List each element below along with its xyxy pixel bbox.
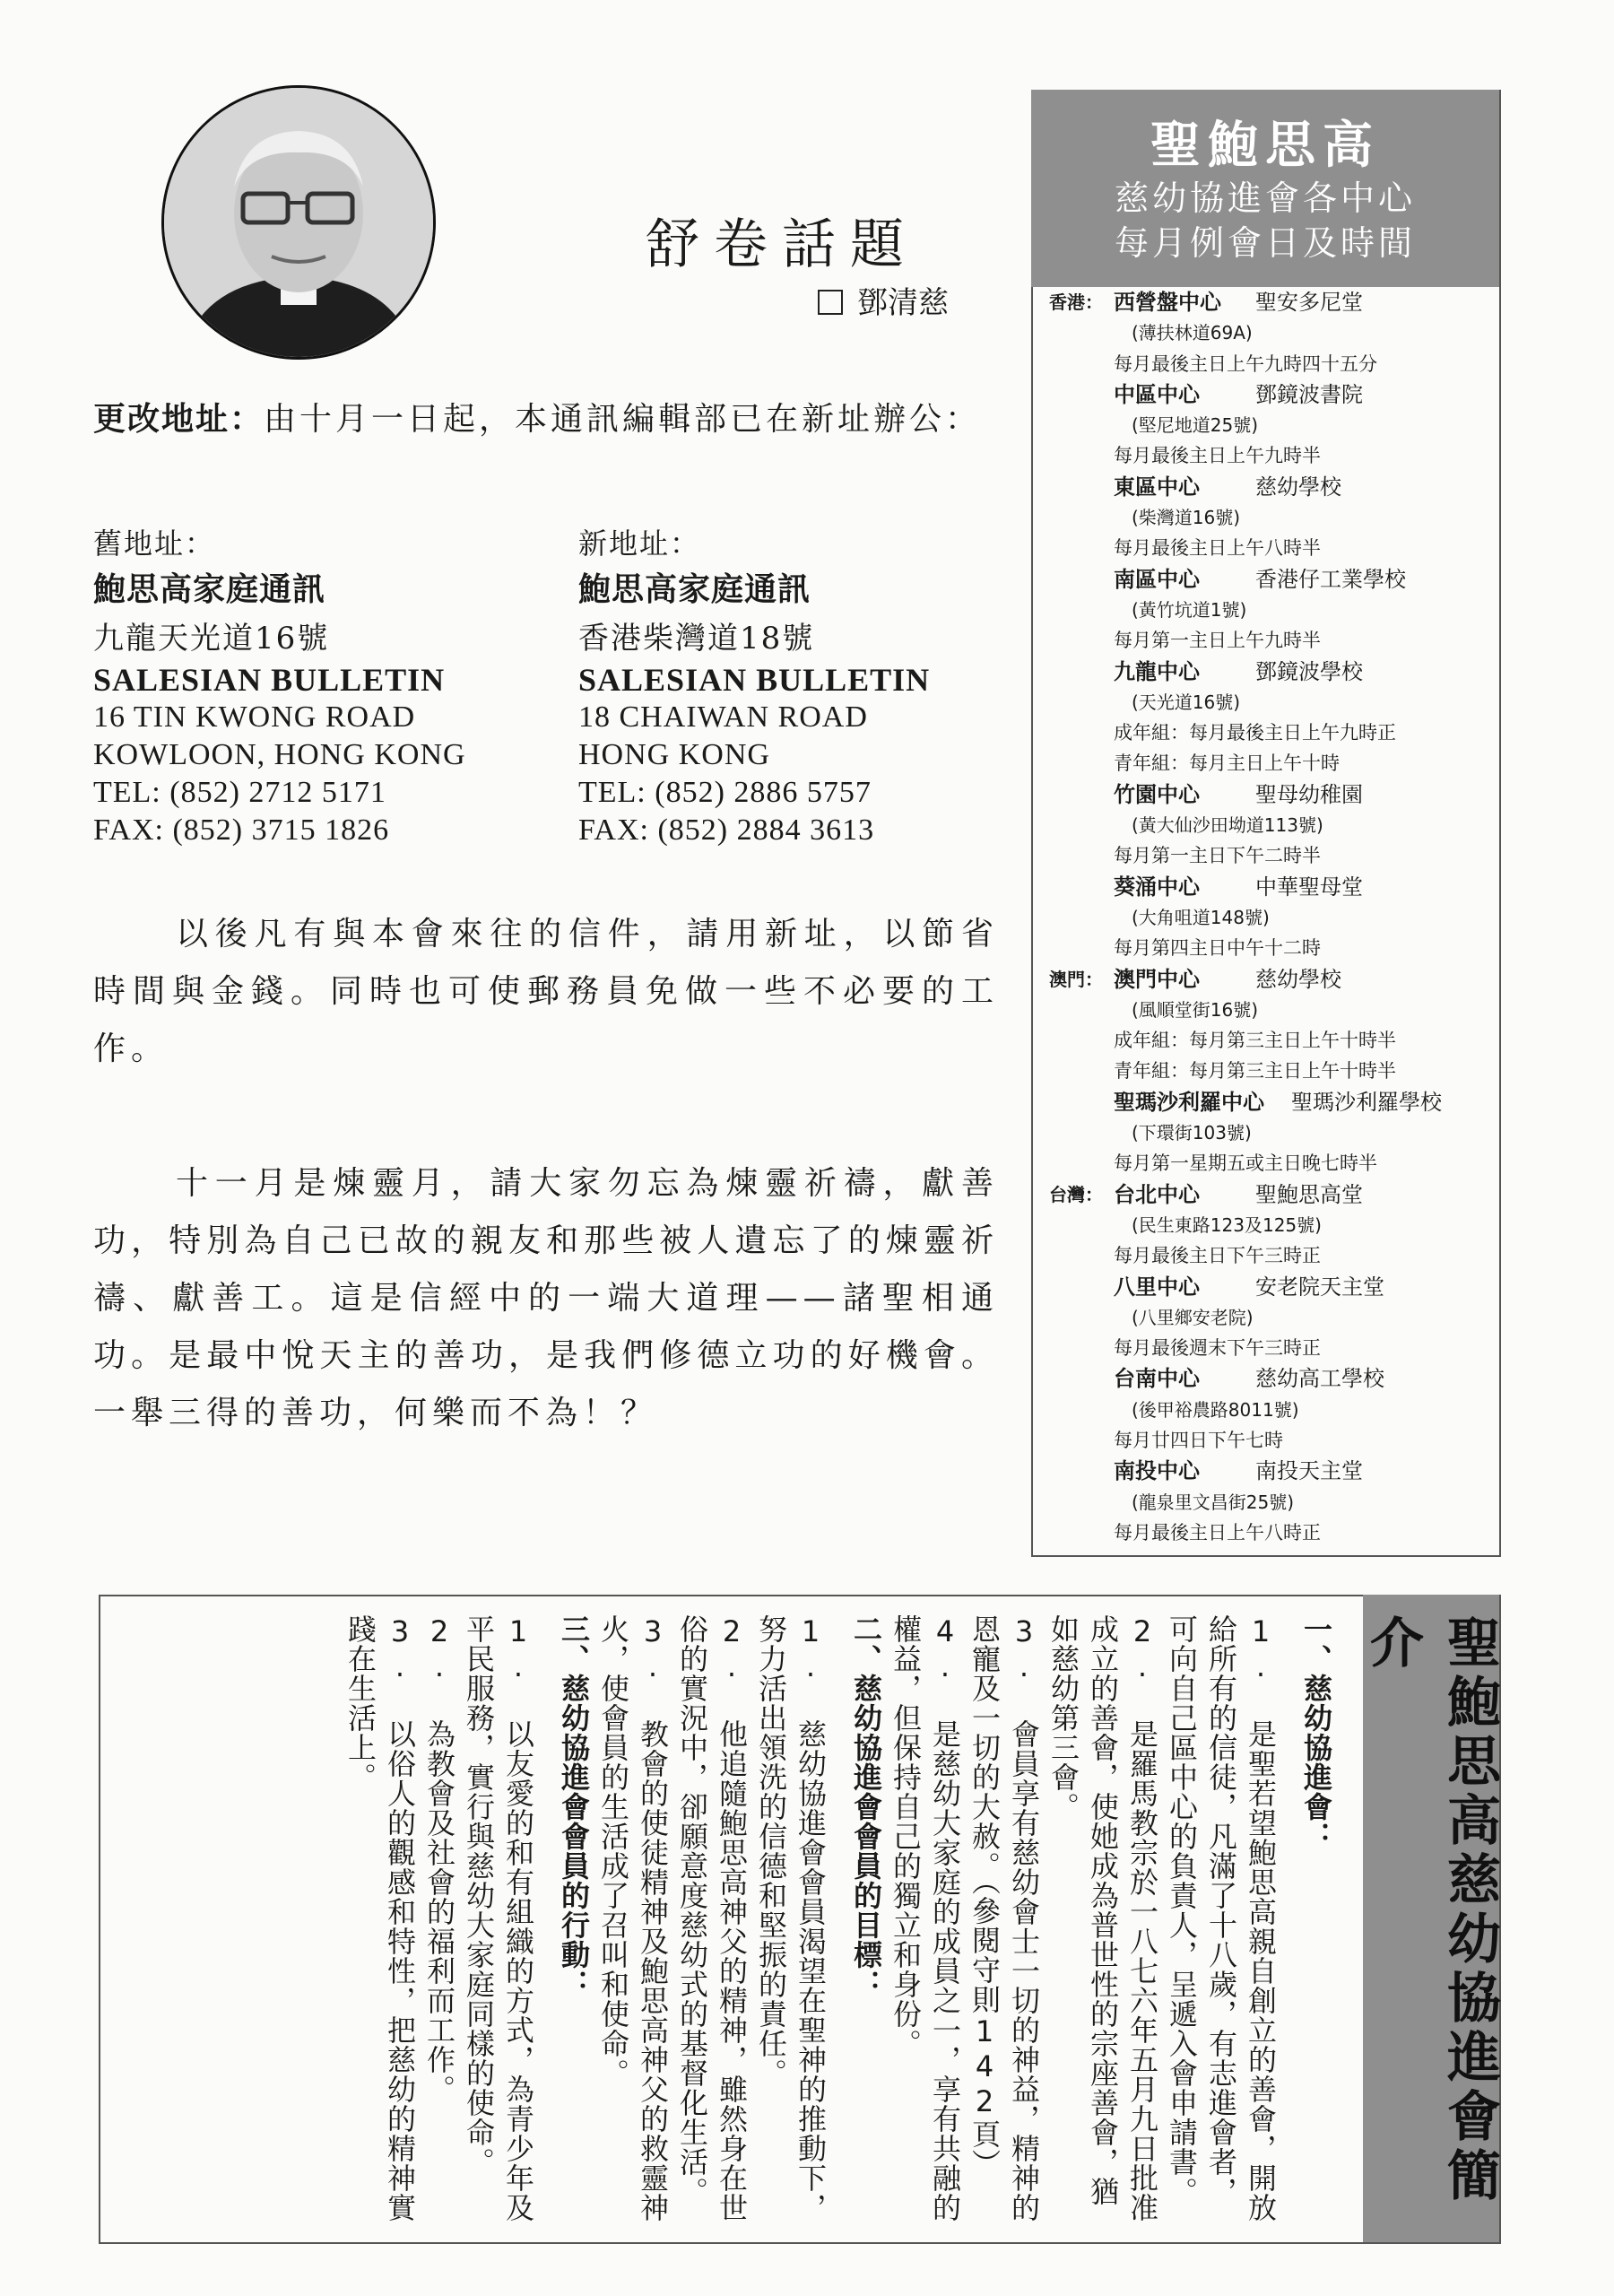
schedule-region: 澳門： xyxy=(1049,968,1103,990)
old-address-fax: FAX: (852) 3715 1826 xyxy=(93,813,390,847)
new-address-fax: FAX: (852) 2884 3613 xyxy=(578,813,875,847)
schedule-address: (薄扶林道69A) xyxy=(1132,322,1253,344)
intro-item: 2. 他追隨鮑思高神父的精神，雖然身在世俗的實況中，卻願意度慈幼式的基督化生活。 xyxy=(675,1614,749,2222)
schedule-center-name: 九龍中心 xyxy=(1114,658,1200,684)
schedule-center-name: 東區中心 xyxy=(1114,474,1200,500)
schedule-center-name: 葵涌中心 xyxy=(1114,874,1200,900)
schedule-center-name: 南投中心 xyxy=(1114,1458,1200,1484)
schedule-center-row xyxy=(1049,1272,1488,1302)
new-address-tel: TEL: (852) 2886 5757 xyxy=(578,776,872,809)
schedule-venue: 南投天主堂 xyxy=(1255,1458,1363,1484)
schedule-time: 每月第四主日中午十二時 xyxy=(1114,937,1321,960)
mail-paragraph: 以後凡有與本會來往的信件，請用新址，以節省時間與金錢。同時也可使郵務員免做一些不必要的工作。 xyxy=(93,916,999,1067)
old-address-name-en: SALESIAN BULLETIN xyxy=(93,662,446,698)
intro-item: 2. 為教會及社會的福利而工作。 xyxy=(422,1614,456,2104)
schedule-time: 每月最後週末下午三時正 xyxy=(1114,1337,1321,1360)
schedule-venue: 慈幼學校 xyxy=(1255,474,1341,500)
schedule-time: 每月最後主日上午八時正 xyxy=(1114,1521,1321,1544)
schedule-center-name: 竹園中心 xyxy=(1114,781,1200,807)
schedule-venue: 聖安多尼堂 xyxy=(1255,290,1363,315)
schedule-venue: 安老院天主堂 xyxy=(1255,1274,1384,1300)
schedule-venue: 鄧鏡波書院 xyxy=(1255,381,1363,407)
schedule-center-row xyxy=(1049,1179,1488,1210)
schedule-time: 每月最後主日上午九時四十五分 xyxy=(1114,352,1377,375)
schedule-center-name: 南區中心 xyxy=(1114,566,1200,592)
intro-section-heading: 三、慈幼協進會會員的行動： xyxy=(557,1614,591,1999)
old-address-tel: TEL: (852) 2712 5171 xyxy=(93,776,386,809)
schedule-time: 成年組：每月第三主日上午十時半 xyxy=(1114,1030,1396,1052)
schedule-region: 香港： xyxy=(1049,291,1103,313)
schedule-subtitle-1: 慈幼協進會各中心 xyxy=(1114,178,1416,218)
schedule-title: 聖鮑思高 xyxy=(1150,117,1380,175)
schedule-venue: 慈幼高工學校 xyxy=(1255,1366,1384,1392)
portrait-illustration xyxy=(164,88,433,357)
schedule-center-row xyxy=(1049,1363,1488,1394)
intro-item: 1. 是聖若望鮑思高親自創立的善會，開放給所有的信徒，凡滿了十八歲，有志進會者，可向自己區中心的負責人，呈遞入會申請書。 xyxy=(1165,1614,1278,2222)
schedule-address: (天光道16號) xyxy=(1132,691,1241,713)
intro-item: 1. 慈幼協進會會員渴望在聖神的推動下，努力活出領洗的信德和堅振的責任。 xyxy=(754,1614,828,2222)
schedule-time: 每月最後主日上午九時半 xyxy=(1114,445,1321,467)
schedule-address: (下環街103號) xyxy=(1132,1122,1252,1144)
intro-item: 1. 以友愛的和有組織的方式，為青少年及平民服務，實行與慈幼大家庭同樣的使命。 xyxy=(462,1614,535,2222)
new-address-name-zh: 鮑思高家庭通訊 xyxy=(578,571,811,608)
intro-text xyxy=(134,1614,1336,2224)
address-change-heading: 更改地址： xyxy=(93,401,265,438)
schedule-time: 每月第一星期五或主日晚七時半 xyxy=(1114,1152,1377,1175)
schedule-venue: 香港仔工業學校 xyxy=(1255,566,1406,592)
intro-item: 2. 是羅馬教宗於一八七六年五月九日批准成立的善會，使她成為普世性的宗座善會，猶如慈幼第三會。 xyxy=(1046,1614,1159,2222)
address-change-notice xyxy=(93,395,1008,445)
schedule-list xyxy=(1049,287,1488,1548)
schedule-region: 台灣： xyxy=(1049,1183,1103,1205)
new-address-label: 新地址： xyxy=(578,526,701,561)
schedule-center-name: 中區中心 xyxy=(1114,381,1200,407)
schedule-time: 每月第一主日下午二時半 xyxy=(1114,845,1321,867)
new-address-street-zh: 香港柴灣道18號 xyxy=(578,621,815,657)
schedule-address: (民生東路123及125號) xyxy=(1132,1213,1322,1236)
schedule-center-row xyxy=(1049,779,1488,810)
schedule-time: 每月廿四日下午七時 xyxy=(1114,1429,1283,1451)
author-name: 鄧清慈 xyxy=(857,285,949,321)
schedule-center-row xyxy=(1049,564,1488,595)
schedule-time: 青年組：每月第三主日上午十時半 xyxy=(1114,1060,1396,1083)
schedule-venue: 鄧鏡波學校 xyxy=(1255,658,1363,684)
schedule-address: (堅尼地道25號) xyxy=(1132,414,1259,437)
schedule-venue: 慈幼學校 xyxy=(1255,966,1341,992)
new-address-block xyxy=(578,525,930,849)
schedule-center-row xyxy=(1049,287,1488,317)
old-address-name-zh: 鮑思高家庭通訊 xyxy=(93,571,326,608)
schedule-address: (黃大仙沙田坳道113號) xyxy=(1132,814,1323,837)
schedule-center-row xyxy=(1049,964,1488,995)
schedule-time: 每月最後主日下午三時正 xyxy=(1114,1245,1321,1267)
author-portrait xyxy=(161,85,436,360)
schedule-center-row xyxy=(1049,657,1488,687)
schedule-center-name: 澳門中心 xyxy=(1114,966,1200,992)
intro-item: 4. 是慈幼大家庭的成員之一，享有共融的權益，但保持自己的獨立和身份。 xyxy=(889,1614,962,2222)
intro-section-heading: 二、慈幼協進會會員的目標： xyxy=(849,1614,883,1999)
old-address-line2: KOWLOON, HONG KONG xyxy=(93,738,466,771)
schedule-center-name: 台南中心 xyxy=(1114,1366,1200,1392)
intro-item: 3. 教會的使徒精神及鮑思高神父的救靈神火，使會員的生活成了召叫和使命。 xyxy=(596,1614,670,2222)
schedule-venue: 聖母幼稚園 xyxy=(1255,781,1363,807)
schedule-center-name: 八里中心 xyxy=(1114,1274,1200,1300)
old-address-label: 舊地址： xyxy=(93,526,216,561)
column-title: 舒卷話題 xyxy=(646,213,918,276)
old-address-block xyxy=(93,525,466,849)
schedule-center-row xyxy=(1049,1456,1488,1486)
intro-item: 3. 以俗人的觀感和特性，把慈幼的精神實踐在生活上。 xyxy=(343,1614,417,2222)
schedule-address: (八里鄉安老院) xyxy=(1132,1306,1254,1328)
november-paragraph: 十一月是煉靈月，請大家勿忘為煉靈祈禱，獻善功，特別為自己已故的親友和那些被人遺忘了的煉靈祈禱、獻善工。這是信經中的一端大道理——諸聖相通功。是最中悅天主的善功，是我們修德立功的好機會。一舉三得的善功，何樂而不為！？ xyxy=(93,1165,999,1431)
schedule-address: (龍泉里文昌街25號) xyxy=(1132,1491,1295,1513)
schedule-address: (柴灣道16號) xyxy=(1132,507,1241,529)
schedule-address: (大角咀道148號) xyxy=(1132,906,1270,928)
old-address-line1: 16 TIN KWONG ROAD xyxy=(93,700,416,734)
intro-title: 聖鮑思高慈幼協進會簡介 xyxy=(1361,1614,1501,2206)
schedule-time: 青年組：每月主日上午十時 xyxy=(1114,752,1340,775)
schedule-venue: 中華聖母堂 xyxy=(1255,874,1363,900)
schedule-center-row xyxy=(1049,379,1488,410)
new-address-line1: 18 CHAIWAN ROAD xyxy=(578,700,868,734)
schedule-time: 每月最後主日上午八時半 xyxy=(1114,537,1321,560)
schedule-time: 每月第一主日上午九時半 xyxy=(1114,630,1321,652)
schedule-time: 成年組：每月最後主日上午九時正 xyxy=(1114,722,1396,744)
schedule-address: (後甲裕農路8011號) xyxy=(1132,1398,1299,1421)
schedule-center-name: 聖瑪沙利羅中心 xyxy=(1114,1089,1264,1115)
new-address-line2: HONG KONG xyxy=(578,738,770,771)
schedule-subtitle-2: 每月例會日及時間 xyxy=(1114,223,1416,263)
schedule-center-row xyxy=(1049,472,1488,502)
schedule-center-row xyxy=(1049,1087,1488,1118)
old-address-street-zh: 九龍天光道16號 xyxy=(93,621,330,657)
intro-item: 3. 會員享有慈幼會士一切的神益，精神的恩寵及一切的大赦。（參閱守則142頁） xyxy=(968,1614,1041,2222)
new-address-name-en: SALESIAN BULLETIN xyxy=(578,662,931,698)
schedule-center-name: 西營盤中心 xyxy=(1114,290,1221,315)
author-byline xyxy=(818,278,949,322)
address-change-text: 由十月一日起，本通訊編輯部已在新址辦公： xyxy=(264,401,982,438)
schedule-venue: 聖瑪沙利羅學校 xyxy=(1291,1089,1442,1115)
square-bullet-icon xyxy=(818,290,843,315)
schedule-address: (黃竹坑道1號) xyxy=(1132,598,1247,621)
schedule-venue: 聖鮑思高堂 xyxy=(1255,1181,1363,1207)
schedule-center-name: 台北中心 xyxy=(1114,1181,1200,1207)
schedule-center-row xyxy=(1049,872,1488,902)
schedule-address: (風順堂街16號) xyxy=(1132,998,1259,1021)
intro-section-heading: 一、慈幼協進會： xyxy=(1299,1614,1333,1851)
